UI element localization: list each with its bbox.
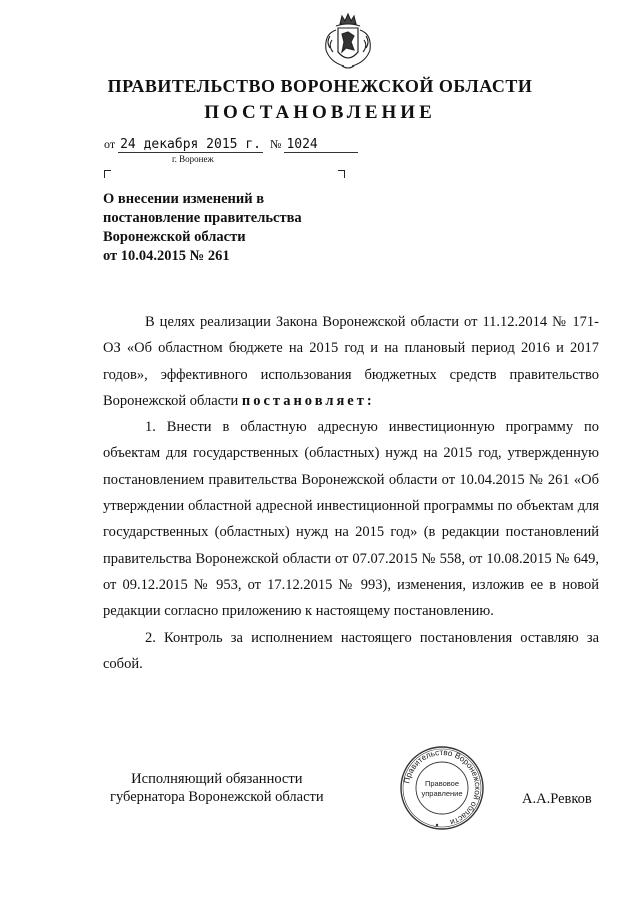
document-type: ПОСТАНОВЛЕНИЕ <box>204 102 436 123</box>
preamble-text: В целях реализации Закона Воронежской области от 11.12.2014 № 171-ОЗ «Об областном бюджете на 2015 год и на плановый период 2016 и 2017 годов», эффективного использования бюджетных средств правительство Воронежской области <box>103 314 599 409</box>
date-line <box>104 137 358 152</box>
corner-mark-right <box>338 170 345 178</box>
organization-name: ПРАВИТЕЛЬСТВО ВОРОНЕЖСКОЙ ОБЛАСТИ <box>107 76 533 96</box>
from-label: от <box>104 137 116 151</box>
signatory-title <box>110 770 324 806</box>
corner-mark-left <box>104 170 111 178</box>
resolves-word: постановляет: <box>241 392 375 409</box>
stamp-inner-line: управление <box>421 789 463 798</box>
document-body <box>103 309 599 677</box>
item-2: 2. Контроль за исполнением настоящего постановления оставляю за собой. <box>103 629 599 672</box>
city-label: г. Воронеж <box>172 154 214 164</box>
preamble-paragraph <box>103 309 599 414</box>
signatory-name: А.А.Ревков <box>522 791 592 807</box>
signatory-title-line: губернатора Воронежской области <box>110 789 324 805</box>
document-number: 1024 <box>284 137 357 153</box>
signatory-title-line: Исполняющий обязанности <box>131 771 303 787</box>
document-date: 24 декабря 2015 г. <box>120 137 261 152</box>
subject-line: постановление правительства <box>103 210 302 226</box>
document-subject <box>103 190 302 266</box>
item-1: 1. Внести в областную адресную инвестиционную программу по объектам для государственных (областных) нужд на 2015 год, утвержденную постановлением правительства Воронежской области от 10.04.2015 № 261 «Об утверждении областной адресной инвестиционной программы по объектам для государственных (областных) нужд на 2015 год» (в редакции постановлений правительства Воронежской области от 07.07.2015 № 558, от 10.08.2015 № 649, от 09.12.2015 № 953, от 17.12.2015 № 993), изменения, изложив ее в новой редакции согласно приложению к настоящему постановлению. <box>103 419 599 620</box>
coat-of-arms-icon <box>318 12 378 74</box>
stamp-outer-text: Правительство Воронежской области <box>402 747 483 827</box>
subject-line: О внесении изменений в <box>103 191 265 207</box>
number-label: № <box>269 137 282 151</box>
official-stamp <box>399 745 485 831</box>
subject-line: от 10.04.2015 № 261 <box>103 248 230 264</box>
stamp-inner-line: Правовое <box>424 779 460 788</box>
subject-line: Воронежской области <box>103 229 246 245</box>
